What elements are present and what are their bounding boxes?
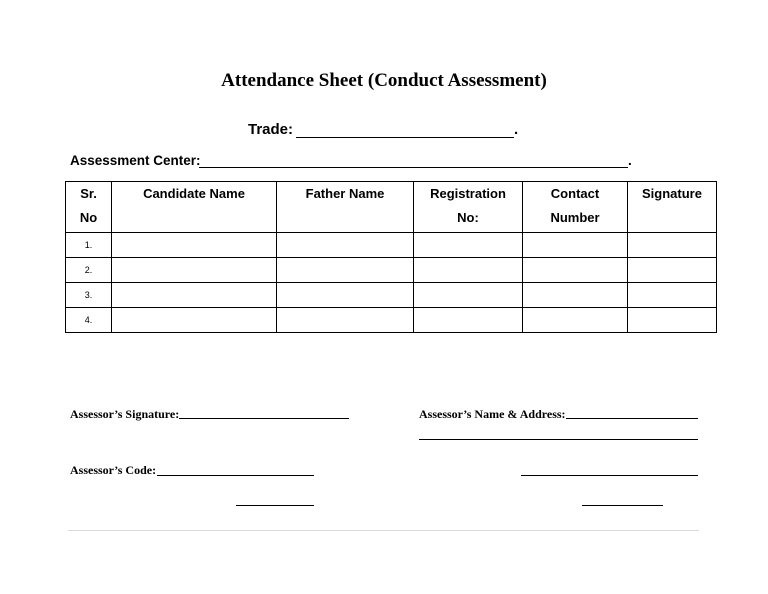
- registration-no-cell[interactable]: [414, 283, 523, 308]
- registration-no-cell[interactable]: [414, 233, 523, 258]
- trade-label: Trade:: [248, 121, 294, 138]
- sr-no-cell: 1.: [66, 233, 112, 258]
- contact-number-cell[interactable]: [523, 283, 628, 308]
- table-row: [66, 283, 717, 308]
- col-header-father-name: Father Name: [277, 182, 414, 233]
- registration-no-cell[interactable]: [414, 308, 523, 333]
- assessment-center-field-line[interactable]: [199, 167, 628, 168]
- col-header-candidate-name: Candidate Name: [112, 182, 277, 233]
- attendance-table: [65, 181, 717, 333]
- assessor-name-address-line-3[interactable]: [521, 475, 698, 476]
- father-name-cell[interactable]: [277, 258, 414, 283]
- table-row: [66, 233, 717, 258]
- sr-no-cell: 4.: [66, 308, 112, 333]
- page-title: Attendance Sheet (Conduct Assessment): [221, 70, 547, 91]
- assessor-signature-label: Assessor’s Signature:: [70, 407, 180, 421]
- signature-cell[interactable]: [628, 308, 717, 333]
- contact-number-cell[interactable]: [523, 258, 628, 283]
- blank-line-right[interactable]: [582, 505, 663, 506]
- registration-no-cell[interactable]: [414, 258, 523, 283]
- assessor-name-address-line-2[interactable]: [419, 439, 698, 440]
- signature-cell[interactable]: [628, 283, 717, 308]
- trade-field-line[interactable]: [296, 137, 514, 138]
- table-header-row: [66, 182, 717, 233]
- assessor-code-label: Assessor’s Code:: [70, 463, 157, 477]
- assessor-signature-line[interactable]: [179, 418, 349, 419]
- blank-line-left[interactable]: [236, 505, 314, 506]
- trade-period: .: [514, 121, 519, 138]
- sr-no-cell: 2.: [66, 258, 112, 283]
- col-header-signature: Signature: [628, 182, 717, 233]
- table-row: [66, 308, 717, 333]
- col-header-registration-no: Registration No:: [414, 182, 523, 233]
- assessment-center-period: .: [628, 153, 632, 168]
- assessor-name-address-line-1[interactable]: [566, 418, 698, 419]
- contact-number-cell[interactable]: [523, 308, 628, 333]
- candidate-name-cell[interactable]: [112, 283, 277, 308]
- candidate-name-cell[interactable]: [112, 308, 277, 333]
- signature-cell[interactable]: [628, 258, 717, 283]
- assessment-center-label: Assessment Center:: [70, 153, 201, 168]
- contact-number-cell[interactable]: [523, 233, 628, 258]
- signature-cell[interactable]: [628, 233, 717, 258]
- sr-no-cell: 3.: [66, 283, 112, 308]
- footer-divider: [68, 530, 699, 531]
- candidate-name-cell[interactable]: [112, 258, 277, 283]
- col-header-sr-no: Sr. No: [66, 182, 112, 233]
- father-name-cell[interactable]: [277, 233, 414, 258]
- col-header-contact-number: Contact Number: [523, 182, 628, 233]
- assessor-name-address-label: Assessor’s Name & Address:: [419, 407, 566, 421]
- table-row: [66, 258, 717, 283]
- candidate-name-cell[interactable]: [112, 233, 277, 258]
- father-name-cell[interactable]: [277, 308, 414, 333]
- father-name-cell[interactable]: [277, 283, 414, 308]
- assessor-code-line[interactable]: [157, 475, 314, 476]
